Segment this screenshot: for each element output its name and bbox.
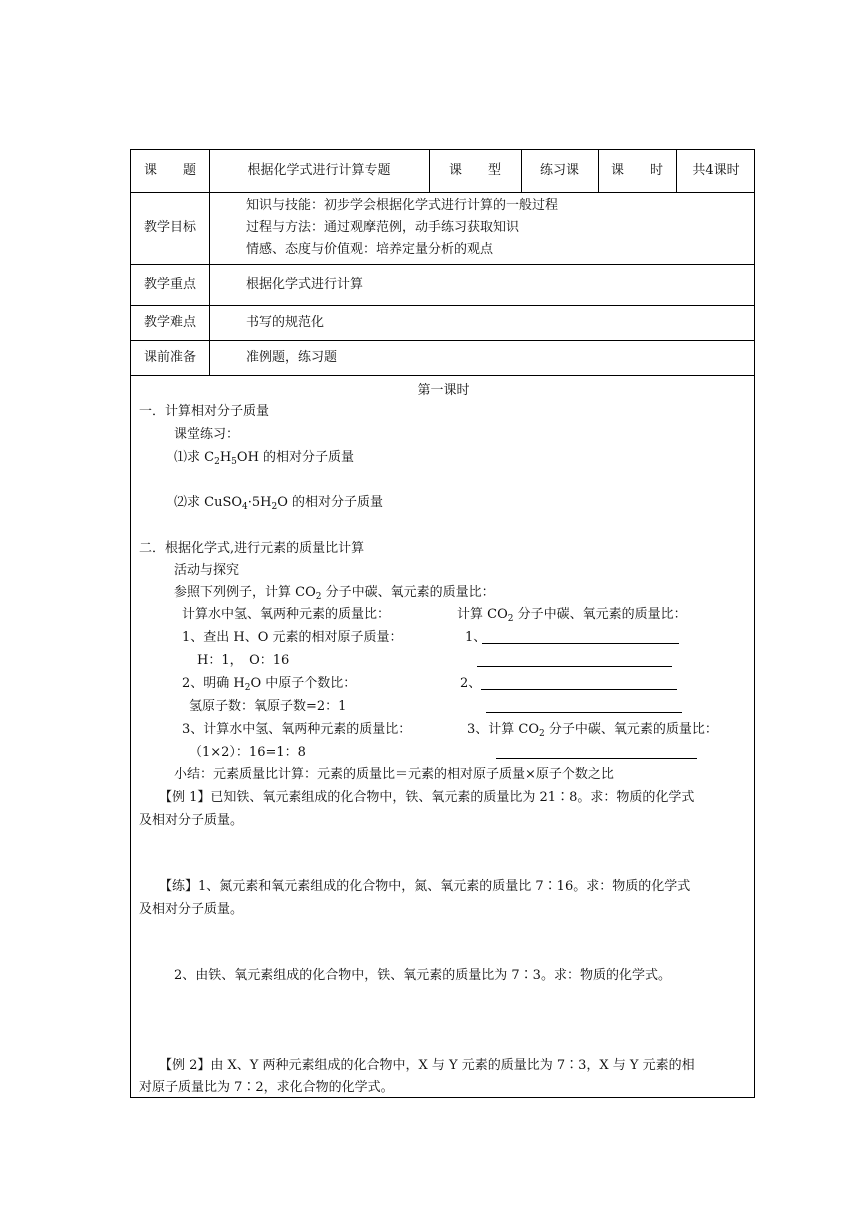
goal-line: 情感、态度与价值观：培养定量分析的观点 xyxy=(246,242,494,257)
goals-label: 教学目标 xyxy=(143,220,196,235)
answer-blank[interactable] xyxy=(477,666,672,667)
preparation-label: 课前准备 xyxy=(143,350,196,365)
goal-line: 过程与方法：通过观摩范例，动手练习获取知识 xyxy=(246,220,520,235)
answer-blank[interactable] xyxy=(486,712,682,713)
type-label: 课 型 xyxy=(448,163,501,178)
question-1: ⑴求 $C_2H_5OH$ 的相对分子质量 xyxy=(174,450,355,467)
topic-label: 课 题 xyxy=(143,163,196,178)
example-1: 【例 1】已知铁、氧元素组成的化合物中，铁、氧元素的质量比为 21∶8。求：物质的化学式 xyxy=(159,790,695,805)
example-2-cont: 对原子质量比为 7∶2，求化合物的化学式。 xyxy=(139,1080,394,1095)
step-1-left-detail: H：1， O：16 xyxy=(197,653,290,668)
step-2-left-detail: 氢原子数：氧原子数=2：1 xyxy=(189,699,347,714)
step-2-left: 2、明确 $H_2O$ 中原子个数比： xyxy=(182,676,357,693)
left-heading: 计算水中氢、氧两种元素的质量比： xyxy=(182,607,391,622)
difficulty-value: 书写的规范化 xyxy=(246,315,325,330)
step-2-right: 2、 xyxy=(460,676,482,691)
answer-blank[interactable] xyxy=(482,643,679,644)
row-divider xyxy=(131,192,754,193)
key-point-label: 教学重点 xyxy=(143,277,196,292)
lesson-title: 第一课时 xyxy=(417,383,470,398)
column-divider xyxy=(209,150,210,375)
step-3-left: 3、计算水中氢、氧两种元素的质量比： xyxy=(182,722,412,737)
practice-1: 【练】1、氮元素和氧元素组成的化合物中，氮、氧元素的质量比 7∶16。求：物质的化学式 xyxy=(159,879,691,894)
section-title: 二．根据化学式,进行元素的质量比计算 xyxy=(139,541,365,556)
example-2: 【例 2】由 X、Y 两种元素组成的化合物中，X 与 Y 元素的质量比为 7∶3，X 与 Y 元素的相 xyxy=(159,1058,695,1073)
hours-label: 课 时 xyxy=(610,163,663,178)
lesson-plan-table xyxy=(130,149,755,1098)
practice-heading: 课堂练习： xyxy=(174,427,240,442)
step-1-right: 1、 xyxy=(465,630,487,645)
activity-heading: 活动与探究 xyxy=(174,563,240,578)
step-1-left: 1、查出 H、O 元素的相对原子质量： xyxy=(182,630,403,645)
goal-line: 知识与技能：初步学会根据化学式进行计算的一般过程 xyxy=(246,198,559,213)
section-title: 一．计算相对分子质量 xyxy=(139,404,270,419)
right-heading: 计算 $CO_2$ 分子中碳、氧元素的质量比： xyxy=(457,607,687,624)
practice-2: 2、由铁、氧元素组成的化合物中，铁、氧元素的质量比为 7∶3。求：物质的化学式。 xyxy=(174,968,671,983)
step-3-left-detail: （1×2）：16=1：8 xyxy=(189,745,306,760)
type-value: 练习课 xyxy=(539,163,579,178)
summary: 小结：元素质量比计算：元素的质量比＝元素的相对原子质量×原子个数之比 xyxy=(174,767,614,782)
question-2: ⑵求 $CuSO_4\cdot 5H_2O$ 的相对分子质量 xyxy=(174,495,384,512)
answer-blank[interactable] xyxy=(481,689,677,690)
row-divider xyxy=(131,340,754,341)
preparation-value: 准例题，练习题 xyxy=(246,350,338,365)
row-divider xyxy=(131,264,754,265)
hours-value: 共4课时 xyxy=(692,163,740,178)
instruction: 参照下列例子，计算 $CO_2$ 分子中碳、氧元素的质量比： xyxy=(174,585,495,602)
topic-value: 根据化学式进行计算专题 xyxy=(247,163,391,178)
row-divider xyxy=(131,375,754,376)
difficulty-label: 教学难点 xyxy=(143,315,196,330)
answer-blank[interactable] xyxy=(496,758,697,759)
practice-1-cont: 及相对分子质量。 xyxy=(139,902,244,917)
key-point-value: 根据化学式进行计算 xyxy=(246,277,364,292)
example-1-cont: 及相对分子质量。 xyxy=(139,813,244,828)
step-3-right: 3、计算 $CO_2$ 分子中碳、氧元素的质量比： xyxy=(467,722,718,739)
row-divider xyxy=(131,305,754,306)
